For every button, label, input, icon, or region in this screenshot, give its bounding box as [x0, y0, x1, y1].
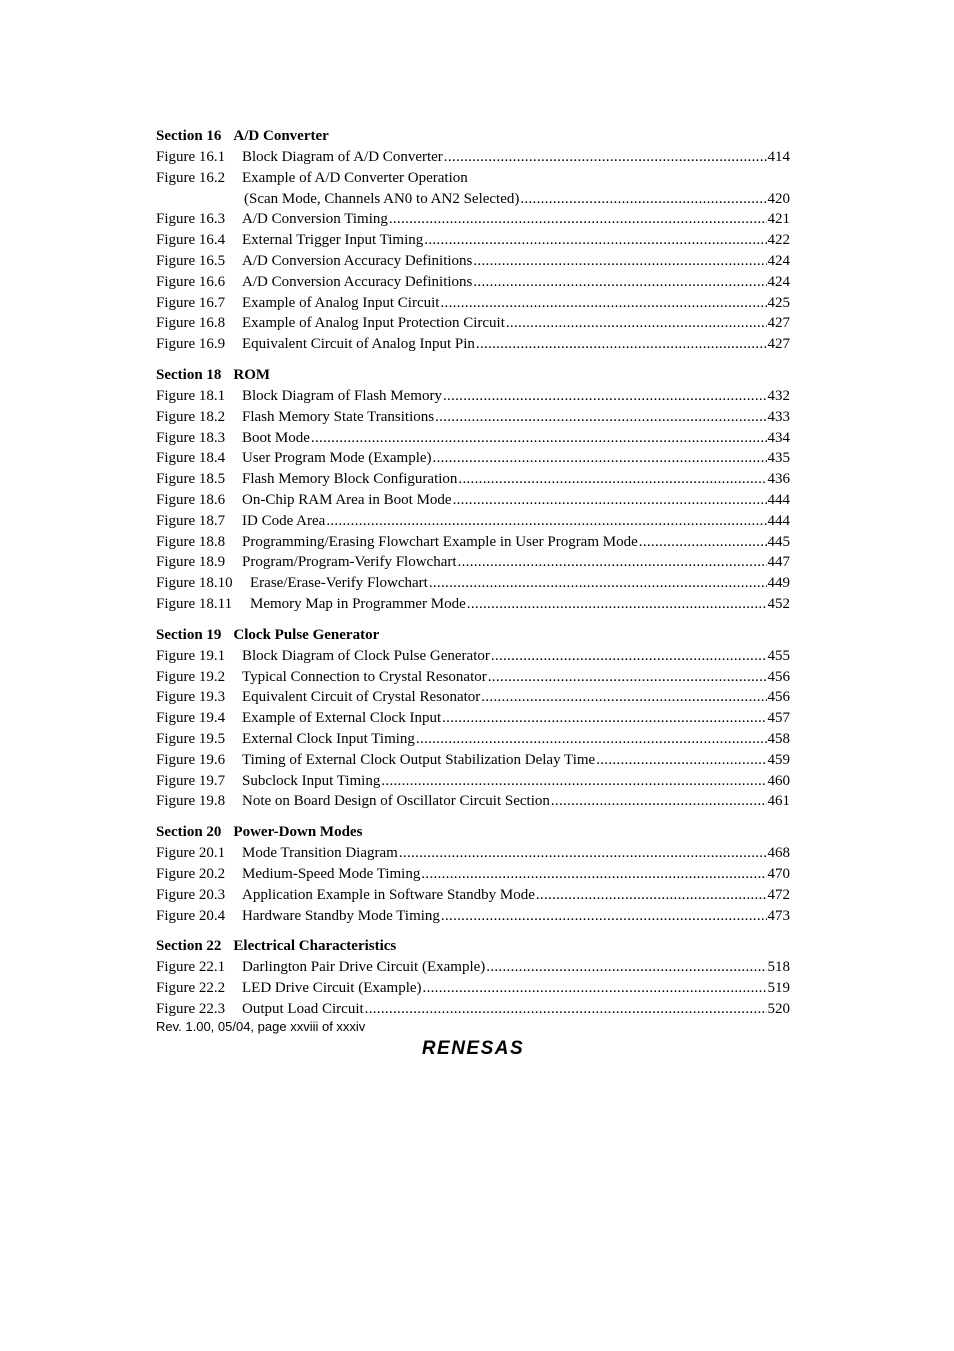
figure-entry[interactable]: [156, 978, 790, 999]
figure-entry[interactable]: [156, 843, 790, 864]
section-heading: [156, 126, 790, 147]
figure-title: Program/Program-Verify Flowchart: [242, 554, 457, 571]
section-name: ROM: [233, 366, 271, 383]
figure-number: Figure 19.8: [156, 793, 226, 810]
figure-number: Figure 22.1: [156, 959, 226, 976]
figure-entry[interactable]: [156, 687, 790, 708]
section-name: A/D Converter: [233, 128, 329, 144]
figure-number: Figure 18.10: [156, 575, 233, 592]
dot-leader: [389, 209, 767, 230]
page-number: 455: [767, 647, 790, 664]
dot-leader: [639, 532, 767, 553]
dot-leader: [423, 978, 767, 999]
dot-leader: [458, 469, 766, 490]
figure-title: Subclock Input Timing: [242, 772, 381, 789]
figure-title: A/D Conversion Timing: [242, 211, 388, 228]
page-number: 424: [767, 273, 790, 290]
figure-title: A/D Conversion Accuracy Definitions: [242, 252, 473, 269]
figure-number: Figure 22.3: [156, 1000, 226, 1017]
figure-entry[interactable]: [156, 885, 790, 906]
figure-entry[interactable]: [156, 168, 790, 189]
renesas-logo: [413, 1035, 533, 1059]
figure-title: Block Diagram of Clock Pulse Generator: [242, 647, 490, 664]
figure-entry[interactable]: [156, 771, 790, 792]
section-number: Section 20: [156, 824, 222, 841]
figure-number: Figure 18.6: [156, 491, 226, 508]
figure-number: Figure 16.3: [156, 211, 226, 228]
page-number: 420: [767, 190, 790, 207]
dot-leader: [424, 230, 766, 251]
page-number: 447: [767, 554, 790, 571]
page-number: 427: [767, 315, 790, 332]
page-number: 444: [767, 512, 790, 529]
figure-number: Figure 19.3: [156, 689, 226, 706]
dot-leader: [442, 708, 766, 729]
section-block: [156, 365, 790, 615]
figure-title: Example of Analog Input Circuit: [242, 294, 440, 311]
figure-entry[interactable]: [156, 334, 790, 355]
dot-leader: [506, 313, 767, 334]
dot-leader: [486, 957, 766, 978]
dot-leader: [326, 511, 766, 532]
figure-title: Flash Memory State Transitions: [242, 408, 435, 425]
figure-number: Figure 20.1: [156, 845, 226, 862]
figure-entry[interactable]: [156, 293, 790, 314]
figure-title: Example of A/D Converter Operation: [242, 169, 468, 186]
page-number: 434: [767, 429, 790, 446]
page-number: 436: [767, 471, 790, 488]
figure-entry[interactable]: [156, 906, 790, 927]
dot-leader: [520, 189, 766, 210]
figure-title: Hardware Standby Mode Timing: [242, 907, 440, 924]
figure-title: Programming/Erasing Flowchart Example in User Program Mode: [242, 533, 638, 550]
section-block: [156, 126, 790, 355]
figure-entry[interactable]: [156, 729, 790, 750]
figure-entry[interactable]: [156, 573, 790, 594]
page-number: 458: [767, 730, 790, 747]
figure-number: Figure 18.5: [156, 471, 226, 488]
figure-number: Figure 16.9: [156, 336, 226, 353]
figure-title: Darlington Pair Drive Circuit (Example): [242, 959, 486, 976]
dot-leader: [481, 687, 766, 708]
figure-entry[interactable]: [156, 532, 790, 553]
dot-leader: [381, 771, 766, 792]
dot-leader: [458, 552, 767, 573]
figure-number: Figure 18.11: [156, 595, 233, 612]
dot-leader: [596, 750, 766, 771]
section-name: Clock Pulse Generator: [233, 626, 380, 643]
figure-title: On-Chip RAM Area in Boot Mode: [242, 491, 452, 508]
figure-number: Figure 16.1: [156, 149, 226, 165]
page-number: 470: [767, 865, 790, 882]
figure-entry[interactable]: [156, 386, 790, 407]
figure-entry[interactable]: [156, 490, 790, 511]
section-heading: [156, 936, 790, 957]
section-block: [156, 936, 790, 1019]
page-number: 460: [767, 772, 790, 789]
figure-number: Figure 16.2: [156, 169, 226, 186]
figure-entry[interactable]: [156, 147, 790, 168]
figure-title: A/D Conversion Accuracy Definitions: [242, 273, 473, 290]
dot-leader: [441, 906, 767, 927]
dot-leader: [476, 334, 767, 355]
page-number: 459: [767, 751, 790, 768]
figure-number: Figure 19.7: [156, 772, 226, 789]
figure-entry[interactable]: [156, 313, 790, 334]
figure-number: Figure 18.2: [156, 408, 226, 425]
figure-number: Figure 18.8: [156, 533, 226, 550]
figure-title: Output Load Circuit: [242, 1000, 364, 1017]
figure-number: Figure 16.4: [156, 232, 226, 249]
page-number: 452: [767, 595, 790, 612]
figure-title: Boot Mode: [242, 429, 310, 446]
figure-number: Figure 20.2: [156, 865, 226, 882]
figure-number: Figure 19.5: [156, 730, 226, 747]
dot-leader: [440, 293, 766, 314]
page-number: 427: [767, 336, 790, 353]
page-number: 432: [767, 387, 790, 404]
indent-spacer: [156, 189, 244, 210]
section-heading: [156, 625, 790, 646]
page-number: 425: [767, 294, 790, 311]
section-number: Section 16: [156, 128, 222, 144]
dot-leader: [435, 407, 766, 428]
figure-title: Mode Transition Diagram: [242, 845, 398, 862]
figure-entry[interactable]: [156, 791, 790, 812]
figure-title: Equivalent Circuit of Analog Input Pin: [242, 336, 475, 353]
page-number: 422: [767, 232, 790, 249]
page-number: 435: [767, 450, 790, 467]
dot-leader: [421, 864, 766, 885]
figure-title: Block Diagram of A/D Converter: [242, 149, 443, 165]
section-block: [156, 625, 790, 812]
figure-title: Example of Analog Input Protection Circuit: [242, 315, 505, 332]
page-number: 468: [767, 845, 790, 862]
figure-entry[interactable]: [156, 230, 790, 251]
section-number: Section 18: [156, 366, 222, 383]
figure-entry[interactable]: [156, 448, 790, 469]
figure-title: Memory Map in Programmer Mode: [250, 595, 466, 612]
page-number: 433: [767, 408, 790, 425]
dot-leader: [473, 272, 766, 293]
figure-number: Figure 18.3: [156, 429, 226, 446]
dot-leader: [473, 251, 766, 272]
figure-entry[interactable]: [156, 646, 790, 667]
section-name: Electrical Characteristics: [233, 938, 397, 955]
figure-title: Application Example in Software Standby Mode: [242, 886, 535, 903]
figure-title: LED Drive Circuit (Example): [242, 980, 422, 997]
dot-leader: [467, 594, 767, 615]
figure-entry[interactable]: [156, 469, 790, 490]
page-number: 414: [767, 149, 790, 165]
figure-number: Figure 16.6: [156, 273, 226, 290]
figure-number: Figure 18.9: [156, 554, 226, 571]
renesas-logo-text: RENESAS: [421, 1038, 525, 1059]
figure-title: ID Code Area: [242, 512, 326, 529]
section-heading: [156, 822, 790, 843]
table-of-figures: [156, 126, 790, 1030]
figure-number: Figure 20.4: [156, 907, 226, 924]
figure-title: Block Diagram of Flash Memory: [242, 387, 442, 404]
section-number: Section 22: [156, 938, 222, 955]
page-number: 421: [767, 211, 790, 228]
dot-leader: [551, 791, 767, 812]
page-number: 457: [767, 710, 790, 727]
figure-number: Figure 18.4: [156, 450, 226, 467]
figure-title: Medium-Speed Mode Timing: [242, 865, 421, 882]
page-number: 461: [767, 793, 790, 810]
figure-number: Figure 19.1: [156, 647, 226, 664]
dot-leader: [399, 843, 767, 864]
figure-number: Figure 18.7: [156, 512, 226, 529]
figure-number: Figure 16.7: [156, 294, 226, 311]
figure-number: Figure 19.6: [156, 751, 226, 768]
figure-entry[interactable]: [156, 708, 790, 729]
figure-title-continuation: (Scan Mode, Channels AN0 to AN2 Selected): [244, 190, 520, 207]
figure-entry[interactable]: [156, 594, 790, 615]
dot-leader: [444, 147, 767, 168]
figure-entry-continuation[interactable]: [156, 189, 790, 210]
figure-title: User Program Mode (Example): [242, 450, 432, 467]
dot-leader: [311, 428, 767, 449]
figure-entry[interactable]: [156, 667, 790, 688]
figure-entry[interactable]: [156, 864, 790, 885]
page-number: 473: [767, 907, 790, 924]
dot-leader: [443, 386, 767, 407]
figure-number: Figure 19.4: [156, 710, 226, 727]
figure-number: Figure 20.3: [156, 886, 226, 903]
figure-title: Flash Memory Block Configuration: [242, 471, 458, 488]
page-number: 519: [767, 980, 790, 997]
dot-leader: [488, 667, 767, 688]
figure-entry[interactable]: [156, 251, 790, 272]
section-heading: [156, 365, 790, 386]
figure-number: Figure 18.1: [156, 387, 226, 404]
figure-title: Timing of External Clock Output Stabilization Delay Time: [242, 751, 596, 768]
section-block: [156, 822, 790, 926]
page-number: 445: [767, 533, 790, 550]
page-number: 424: [767, 252, 790, 269]
page-number: 518: [767, 959, 790, 976]
figure-number: Figure 16.8: [156, 315, 226, 332]
dot-leader: [491, 646, 767, 667]
dot-leader: [365, 999, 767, 1020]
page-number: 449: [767, 575, 790, 592]
page-number: 520: [767, 1000, 790, 1017]
figure-number: Figure 19.2: [156, 668, 226, 685]
figure-entry[interactable]: [156, 407, 790, 428]
page-number: 444: [767, 491, 790, 508]
figure-title: Note on Board Design of Oscillator Circuit Section: [242, 793, 550, 810]
page-number: 456: [767, 689, 790, 706]
figure-entry[interactable]: [156, 511, 790, 532]
section-number: Section 19: [156, 626, 222, 643]
figure-title: Erase/Erase-Verify Flowchart: [250, 575, 428, 592]
dot-leader: [433, 448, 767, 469]
figure-entry[interactable]: [156, 552, 790, 573]
dot-leader: [429, 573, 767, 594]
dot-leader: [453, 490, 767, 511]
figure-number: Figure 16.5: [156, 252, 226, 269]
dot-leader: [416, 729, 767, 750]
figure-title: Example of External Clock Input: [242, 710, 442, 727]
figure-entry[interactable]: [156, 999, 790, 1020]
figure-number: Figure 22.2: [156, 980, 226, 997]
figure-title: Equivalent Circuit of Crystal Resonator: [242, 689, 481, 706]
dot-leader: [536, 885, 767, 906]
figure-title: External Clock Input Timing: [242, 730, 415, 747]
figure-entry[interactable]: [156, 428, 790, 449]
figure-entry[interactable]: [156, 957, 790, 978]
figure-entry[interactable]: [156, 272, 790, 293]
page-number: 472: [767, 886, 790, 903]
page-footer: Rev. 1.00, 05/04, page xxviii of xxxiv: [156, 1019, 366, 1034]
section-name: Power-Down Modes: [233, 824, 363, 841]
page-number: 456: [767, 668, 790, 685]
figure-title: External Trigger Input Timing: [242, 232, 424, 249]
figure-entry[interactable]: [156, 209, 790, 230]
figure-entry[interactable]: [156, 750, 790, 771]
figure-title: Typical Connection to Crystal Resonator: [242, 668, 487, 685]
